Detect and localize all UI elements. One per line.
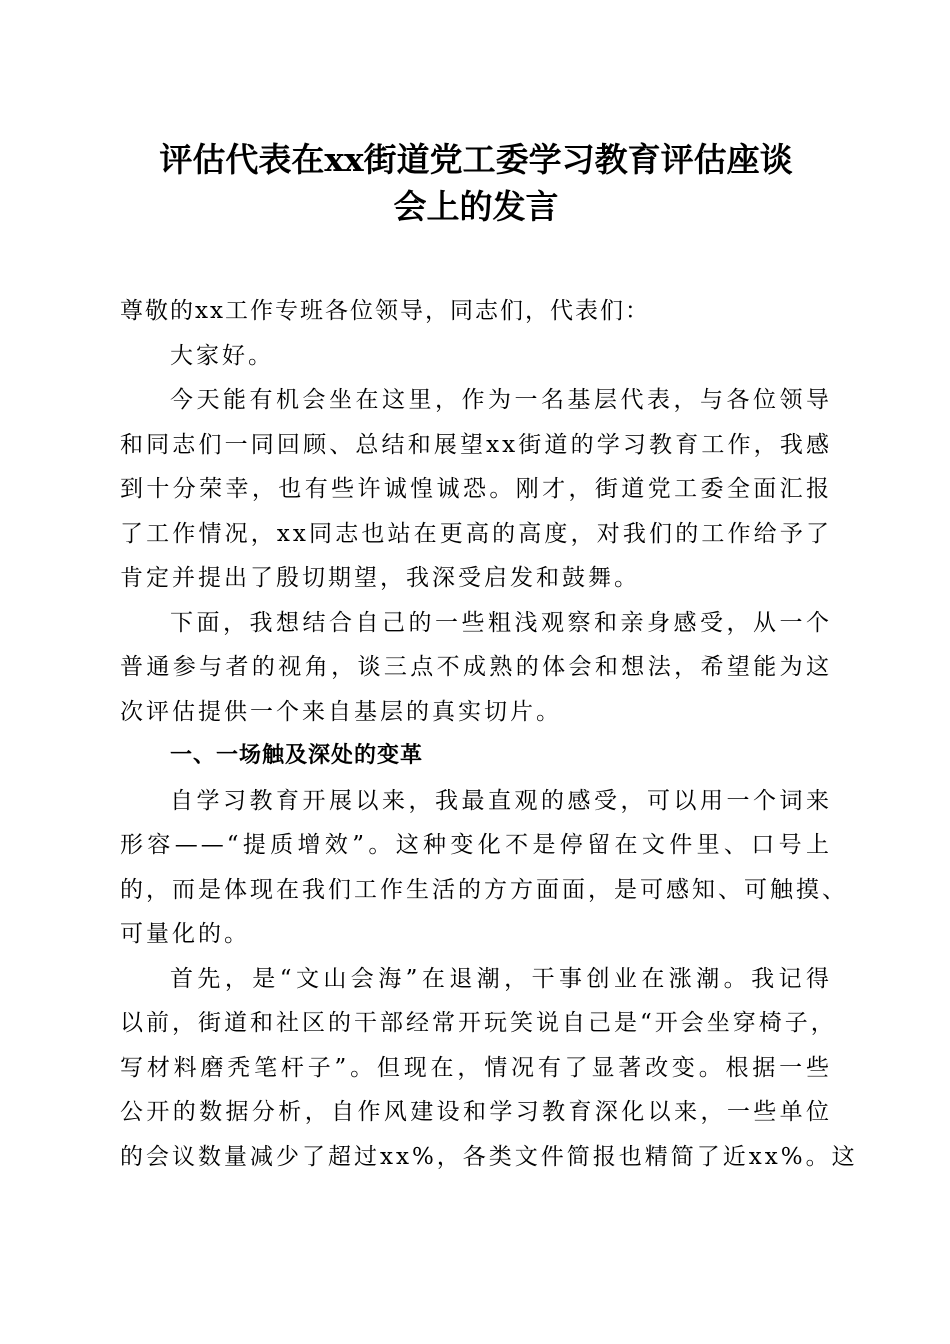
paragraph-line: 的会议数量减少了超过xx%，各类文件简报也精简了近xx%。这 [120,1143,858,1170]
paragraph-line: 大家好。 [170,342,274,369]
document-body [120,289,858,1179]
paragraph-greeting [120,334,832,379]
document-title [112,136,840,230]
paragraph-line: 了工作情况，xx同志也站在更高的高度，对我们的工作给予了 [120,520,832,547]
document-page [120,136,858,1179]
paragraph-line: 首先，是“文山会海”在退潮，干事创业在涨潮。我记得 [170,965,832,992]
paragraph-line: 肯定并提出了殷切期望，我深受启发和鼓舞。 [120,565,640,591]
paragraph-line: 可量化的。 [120,921,250,947]
paragraph-line: 下面，我想结合自己的一些粗浅观察和亲身感受，从一个 [170,609,832,636]
paragraph-line: 以前，街道和社区的干部经常开玩笑说自己是“开会坐穿椅子， [120,1010,837,1036]
title-line-1: 评估代表在xx街道党工委学习教育评估座谈 [159,140,793,179]
title-line-2: 会上的发言 [393,187,559,226]
paragraph-section-1-first-point [120,957,858,1180]
salutation: 尊敬的xx工作专班各位领导，同志们，代表们： [120,298,650,324]
paragraph-line: 公开的数据分析，自作风建设和学习教育深化以来，一些单位 [120,1099,832,1125]
paragraph-line: 形容——“提质增效”。这种变化不是停留在文件里、口号上 [120,832,832,858]
paragraph-intro [120,378,832,601]
paragraph-line: 自学习教育开展以来，我最直观的感受，可以用一个词来 [170,787,832,814]
paragraph-line: 今天能有机会坐在这里，作为一名基层代表，与各位领导 [170,387,832,413]
paragraph-line: 的，而是体现在我们工作生活的方方面面，是可感知、可触摸、 [120,876,848,903]
paragraph-line: 写材料磨秃笔杆子”。但现在，情况有了显著改变。根据一些 [120,1054,832,1081]
paragraph-line: 次评估提供一个来自基层的真实切片。 [120,698,562,725]
paragraph-line: 到十分荣幸，也有些许诚惶诚恐。刚才，街道党工委全面汇报 [120,476,832,502]
paragraph-line: 和同志们一同回顾、总结和展望xx街道的学习教育工作，我感 [120,431,832,458]
section-heading-1: 一、一场触及深处的变革 [170,743,424,768]
paragraph-outline [120,601,832,735]
paragraph-line: 普通参与者的视角，谈三点不成熟的体会和想法，希望能为这 [120,654,832,680]
paragraph-section-1-intro [120,779,848,957]
